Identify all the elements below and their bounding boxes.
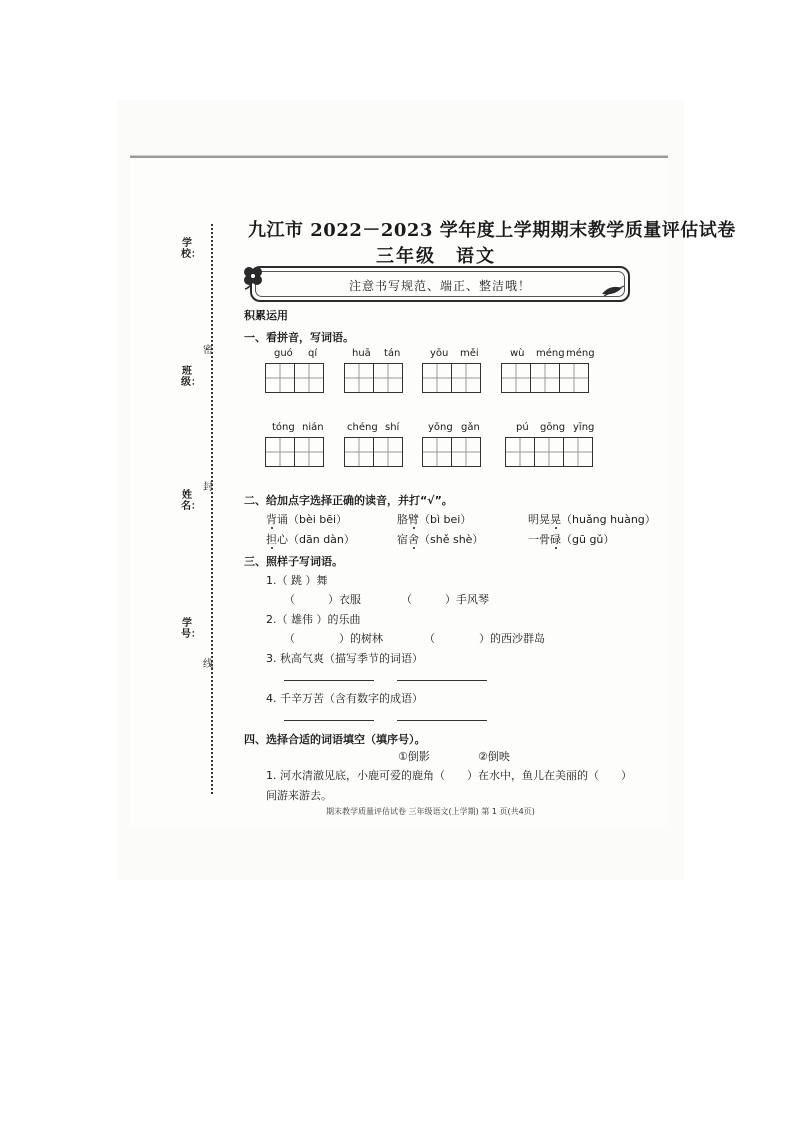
pinyin: guó — [274, 348, 293, 359]
fill-blank[interactable]: （ ）的西沙群岛 — [424, 632, 545, 645]
binding-dotted-line — [211, 224, 213, 794]
pinyin: tóng — [272, 422, 295, 433]
class-label: 班级： — [181, 366, 201, 388]
fill-blank[interactable]: （ ）衣服 — [284, 593, 361, 606]
pronunciation-item: 背诵（bèi bēi） — [266, 513, 348, 526]
notice-text: 注意书写规范、端正、整洁哦！ — [348, 279, 531, 293]
writing-grid[interactable] — [422, 363, 480, 393]
pronunciation-item: 担心（dān dàn） — [266, 533, 355, 546]
fill-blank[interactable]: （ ）的树林 — [284, 632, 383, 645]
writing-grid[interactable] — [265, 437, 323, 467]
school-label: 学校： — [181, 238, 201, 260]
pinyin: měi — [460, 348, 479, 359]
sentence-1-cont: 间游来游去。 — [266, 789, 332, 802]
writing-grid[interactable] — [265, 363, 323, 393]
pinyin: chéng — [347, 422, 378, 433]
pinyin: nián — [302, 422, 324, 433]
exam-subtitle: 三年级 语文 — [376, 246, 496, 267]
pinyin: méng — [536, 348, 565, 359]
number-label: 学号： — [181, 618, 201, 640]
pinyin: gǎn — [461, 422, 480, 433]
pinyin: yīng — [573, 422, 595, 433]
exam-title: 九江市 2022－2023 学年度上学期期末教学质量评估试卷 — [248, 220, 736, 241]
pinyin: gōng — [540, 422, 566, 433]
answer-line[interactable] — [284, 720, 374, 721]
example-3: 3. 秋高气爽（描写季节的词语） — [266, 652, 423, 665]
pronunciation-item: 胳臂（bì bei） — [397, 513, 472, 526]
page-footer: 期末教学质量评估试卷 三年级语文(上学期) 第 1 页(共4页) — [326, 807, 535, 816]
pinyin: shí — [385, 422, 400, 433]
fill-blank[interactable]: （ ）手风琴 — [401, 593, 489, 606]
writing-grid[interactable] — [422, 437, 480, 467]
section-accumulation: 积累运用 — [244, 309, 288, 322]
pronunciation-item: 明晃晃（huǎng huàng） — [528, 513, 656, 526]
writing-grid[interactable] — [501, 363, 588, 393]
example-2: 2.（ 雄伟 ）的乐曲 — [266, 613, 361, 626]
pronunciation-item: 一骨碌（gū gǔ） — [528, 533, 615, 546]
clover-icon — [241, 264, 265, 290]
name-label: 姓名： — [181, 490, 201, 512]
writing-grid[interactable] — [344, 363, 402, 393]
pinyin: qí — [308, 348, 318, 359]
pinyin: huā — [352, 348, 371, 359]
option-1: ①倒影 — [398, 750, 430, 763]
notice-banner — [250, 266, 630, 302]
answer-line[interactable] — [284, 680, 374, 681]
writing-grid[interactable] — [344, 437, 402, 467]
pinyin: pú — [516, 422, 529, 433]
q4-title: 四、选择合适的词语填空（填序号）。 — [244, 733, 426, 746]
pinyin: méng — [566, 348, 595, 359]
pinyin: yōu — [430, 348, 449, 359]
pinyin: wù — [510, 348, 525, 359]
option-2: ②倒映 — [478, 750, 510, 763]
q1-title: 一、看拼音，写词语。 — [244, 331, 354, 344]
pinyin: yǒng — [428, 422, 453, 433]
seal-char-mi: 密 — [203, 345, 213, 356]
pinyin: tán — [384, 348, 401, 359]
answer-line[interactable] — [397, 680, 487, 681]
leaf-icon — [600, 284, 626, 298]
writing-grid[interactable] — [505, 437, 592, 467]
q3-title: 三、照样子写词语。 — [244, 555, 343, 568]
example-1: 1.（ 跳 ）舞 — [266, 574, 328, 587]
pronunciation-item: 宿舍（shě shè） — [397, 533, 484, 546]
q2-title: 二、给加点字选择正确的读音，并打“√”。 — [244, 494, 453, 507]
seal-char-feng: 封 — [203, 482, 213, 493]
seal-char-xian: 线 — [203, 659, 213, 670]
answer-line[interactable] — [397, 720, 487, 721]
sentence-1: 1. 河水清澈见底，小鹿可爱的鹿角（ ）在水中，鱼儿在美丽的（ ） — [266, 769, 632, 782]
example-4: 4. 千辛万苦（含有数字的成语） — [266, 692, 423, 705]
